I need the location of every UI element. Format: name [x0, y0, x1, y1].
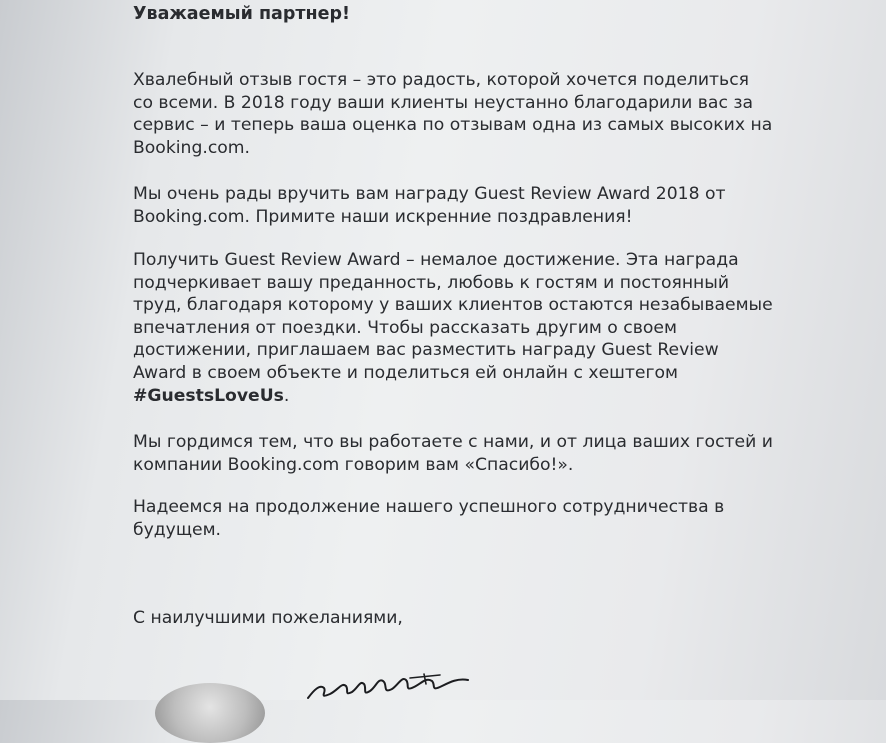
greeting: Уважаемый партнер!	[133, 4, 350, 24]
paragraph-award: Мы очень рады вручить вам награду Guest Review Award 2018 от Booking.com. Примите наши искренние поздравления!	[133, 184, 726, 227]
closing-line: С наилучшими пожеланиями,	[133, 608, 403, 628]
hashtag: #GuestsLoveUs	[133, 385, 284, 406]
handwritten-signature	[300, 672, 475, 702]
paragraph-cooperation: Надеемся на продолжение нашего успешного сотрудничества в будущем.	[133, 497, 725, 540]
paragraph-achievement-text: Получить Guest Review Award – немалое достижение. Эта награда подчеркивает вашу преданность, любовь к гостям и постоянный труд, благодаря которому у ваших клиентов остаются незабываемые впечатления от поездки. Чтобы рассказать другим о своем достижении, приглашаем вас разместить награду Guest Review Award в своем объекте и поделиться ей онлайн с хештегом	[133, 250, 773, 383]
paragraph-praise: Хвалебный отзыв гостя – это радость, которой хочется поделиться со всеми. В 2018 году ваши клиенты неустанно благодарили вас за сервис – и теперь ваша оценка по отзывам одна из самых высоких на Booking.com.	[133, 70, 773, 158]
signatory-photo	[155, 683, 265, 743]
paragraph-achievement	[133, 249, 773, 407]
hashtag-suffix: .	[283, 385, 290, 406]
paragraph-thanks: Мы гордимся тем, что вы работаете с нами, и от лица ваших гостей и компании Booking.com говорим вам «Спасибо!».	[133, 432, 773, 475]
